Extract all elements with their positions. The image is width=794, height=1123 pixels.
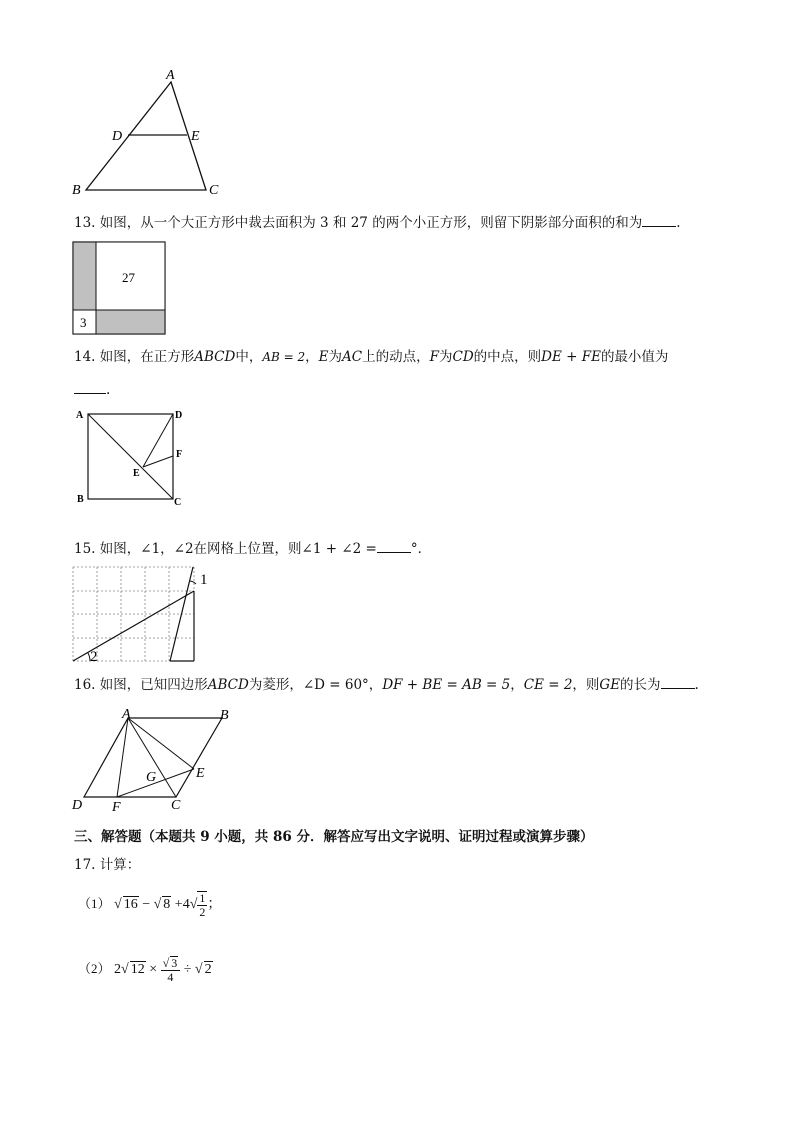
label-c: C — [171, 798, 181, 813]
label-1: 1 — [200, 572, 208, 588]
question-14: 14. 如图，在正方形ABCD中，AB = 2，E为AC上的动点，F为CD的中点，则DE + FE的最小值为 — [74, 349, 669, 365]
label-e: E — [196, 766, 205, 781]
label-d: D — [72, 798, 83, 813]
question-17-part-2: （2） 2√ 12 × $\frac{√ 3}{4}$ ÷ √ 2 — [78, 956, 212, 984]
label-b: B — [220, 708, 229, 723]
label-g: G — [146, 770, 157, 785]
q15-answer-blank[interactable] — [377, 552, 411, 553]
question-17-intro: 17. 计算： — [74, 857, 141, 873]
label-f: F — [112, 800, 121, 814]
question-16: 16. 如图，已知四边形ABCD为菱形，∠D = 60°，DF + BE = AB = 5，CE = 2，则GE的长为 . — [74, 677, 699, 693]
question-13 — [74, 214, 681, 232]
section-3-heading: 三、解答题（本题共 9 小题，共 86 分．解答应写出文字说明、证明过程或演算步骤） — [74, 829, 594, 845]
label-d: D — [112, 129, 123, 144]
rhombus-figure — [66, 702, 246, 814]
label-2: 2 — [90, 649, 98, 664]
q13-answer-blank[interactable] — [642, 226, 676, 227]
squares-figure — [72, 241, 168, 337]
q13-text: 13. 如图，从一个大正方形中裁去面积为 3 和 27 的两个小正方形，则留下阴影部分面积的和为 — [74, 215, 643, 231]
label-f: F — [176, 449, 183, 460]
triangle-figure — [66, 62, 236, 202]
label-a: A — [76, 410, 84, 421]
label-b: B — [77, 494, 84, 505]
label-e: E — [191, 129, 200, 144]
label-3: 3 — [80, 315, 87, 330]
grid-angle-figure — [70, 564, 220, 664]
q14-answer-blank[interactable] — [74, 393, 106, 394]
label-a: A — [122, 707, 131, 722]
label-c: C — [174, 497, 182, 508]
q16-answer-blank[interactable] — [661, 688, 695, 689]
label-d: D — [175, 410, 183, 421]
question-15: 15. 如图，∠1，∠2在网格上位置，则∠1 + ∠2 = °． — [74, 541, 432, 557]
q13-end: . — [676, 215, 681, 231]
label-a: A — [166, 68, 175, 83]
label-e: E — [133, 468, 140, 479]
square-figure — [74, 405, 192, 509]
question-17-part-1: （1） √ 16 − √ 8 +4√ $\frac{1}{2}$ ； — [78, 891, 222, 919]
label-b: B — [72, 183, 81, 198]
question-14-line2: . — [74, 381, 110, 399]
label-27: 27 — [122, 270, 135, 285]
label-c: C — [209, 183, 219, 198]
